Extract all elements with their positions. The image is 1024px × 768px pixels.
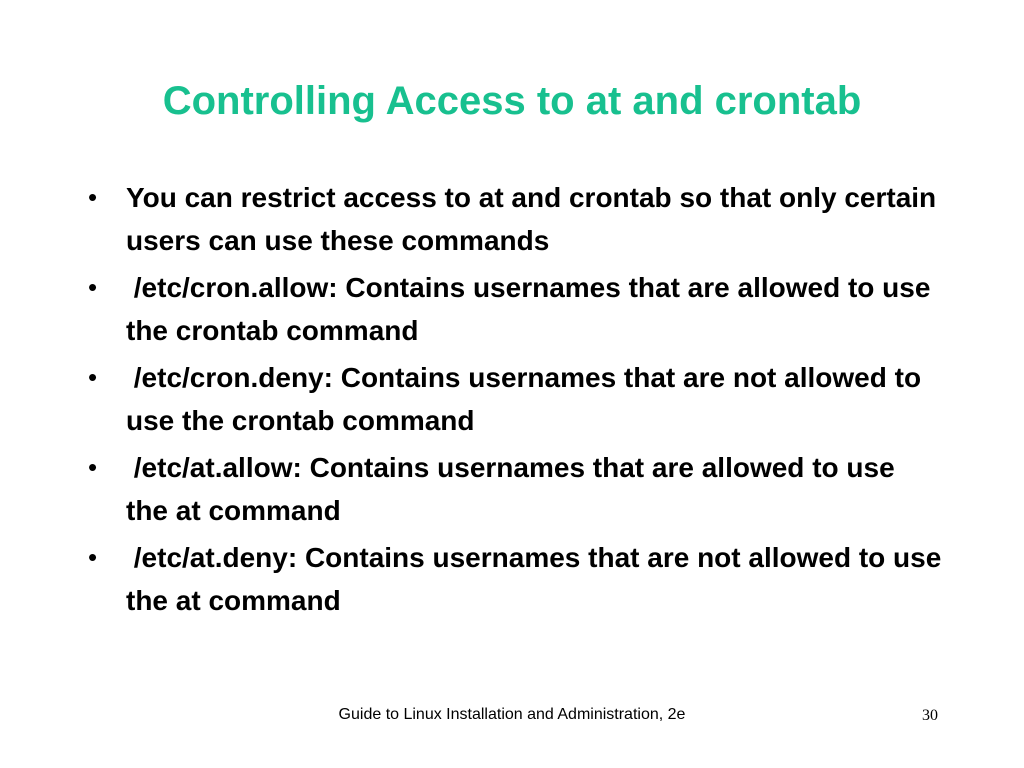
bullet-text: /etc/at.deny: Contains usernames that are not allowed to use the at command <box>126 542 950 616</box>
bullet-text: /etc/cron.allow: Contains usernames that are allowed to use the crontab command <box>126 272 939 346</box>
bullet-item <box>84 356 944 442</box>
bullet-list <box>84 176 950 626</box>
slide-footer: Guide to Linux Installation and Administration, 2e <box>338 706 686 723</box>
bullet-text: /etc/cron.deny: Contains usernames that are not allowed to use the crontab command <box>126 362 929 436</box>
slide-title: Controlling Access to at and crontab <box>162 79 862 123</box>
bullet-marker: • <box>88 182 98 212</box>
bullet-marker: • <box>88 272 98 302</box>
bullet-marker: • <box>88 362 98 392</box>
page-number: 30 <box>922 707 938 724</box>
bullet-item <box>84 266 944 352</box>
bullet-text: You can restrict access to at and crontab so that only certain users can use these commands <box>126 182 944 256</box>
bullet-item <box>84 446 944 532</box>
bullet-text: /etc/at.allow: Contains usernames that are allowed to use the at command <box>126 452 903 526</box>
bullet-marker: • <box>88 542 98 572</box>
bullet-marker: • <box>88 452 98 482</box>
bullet-item <box>84 176 944 262</box>
bullet-item <box>84 536 950 622</box>
